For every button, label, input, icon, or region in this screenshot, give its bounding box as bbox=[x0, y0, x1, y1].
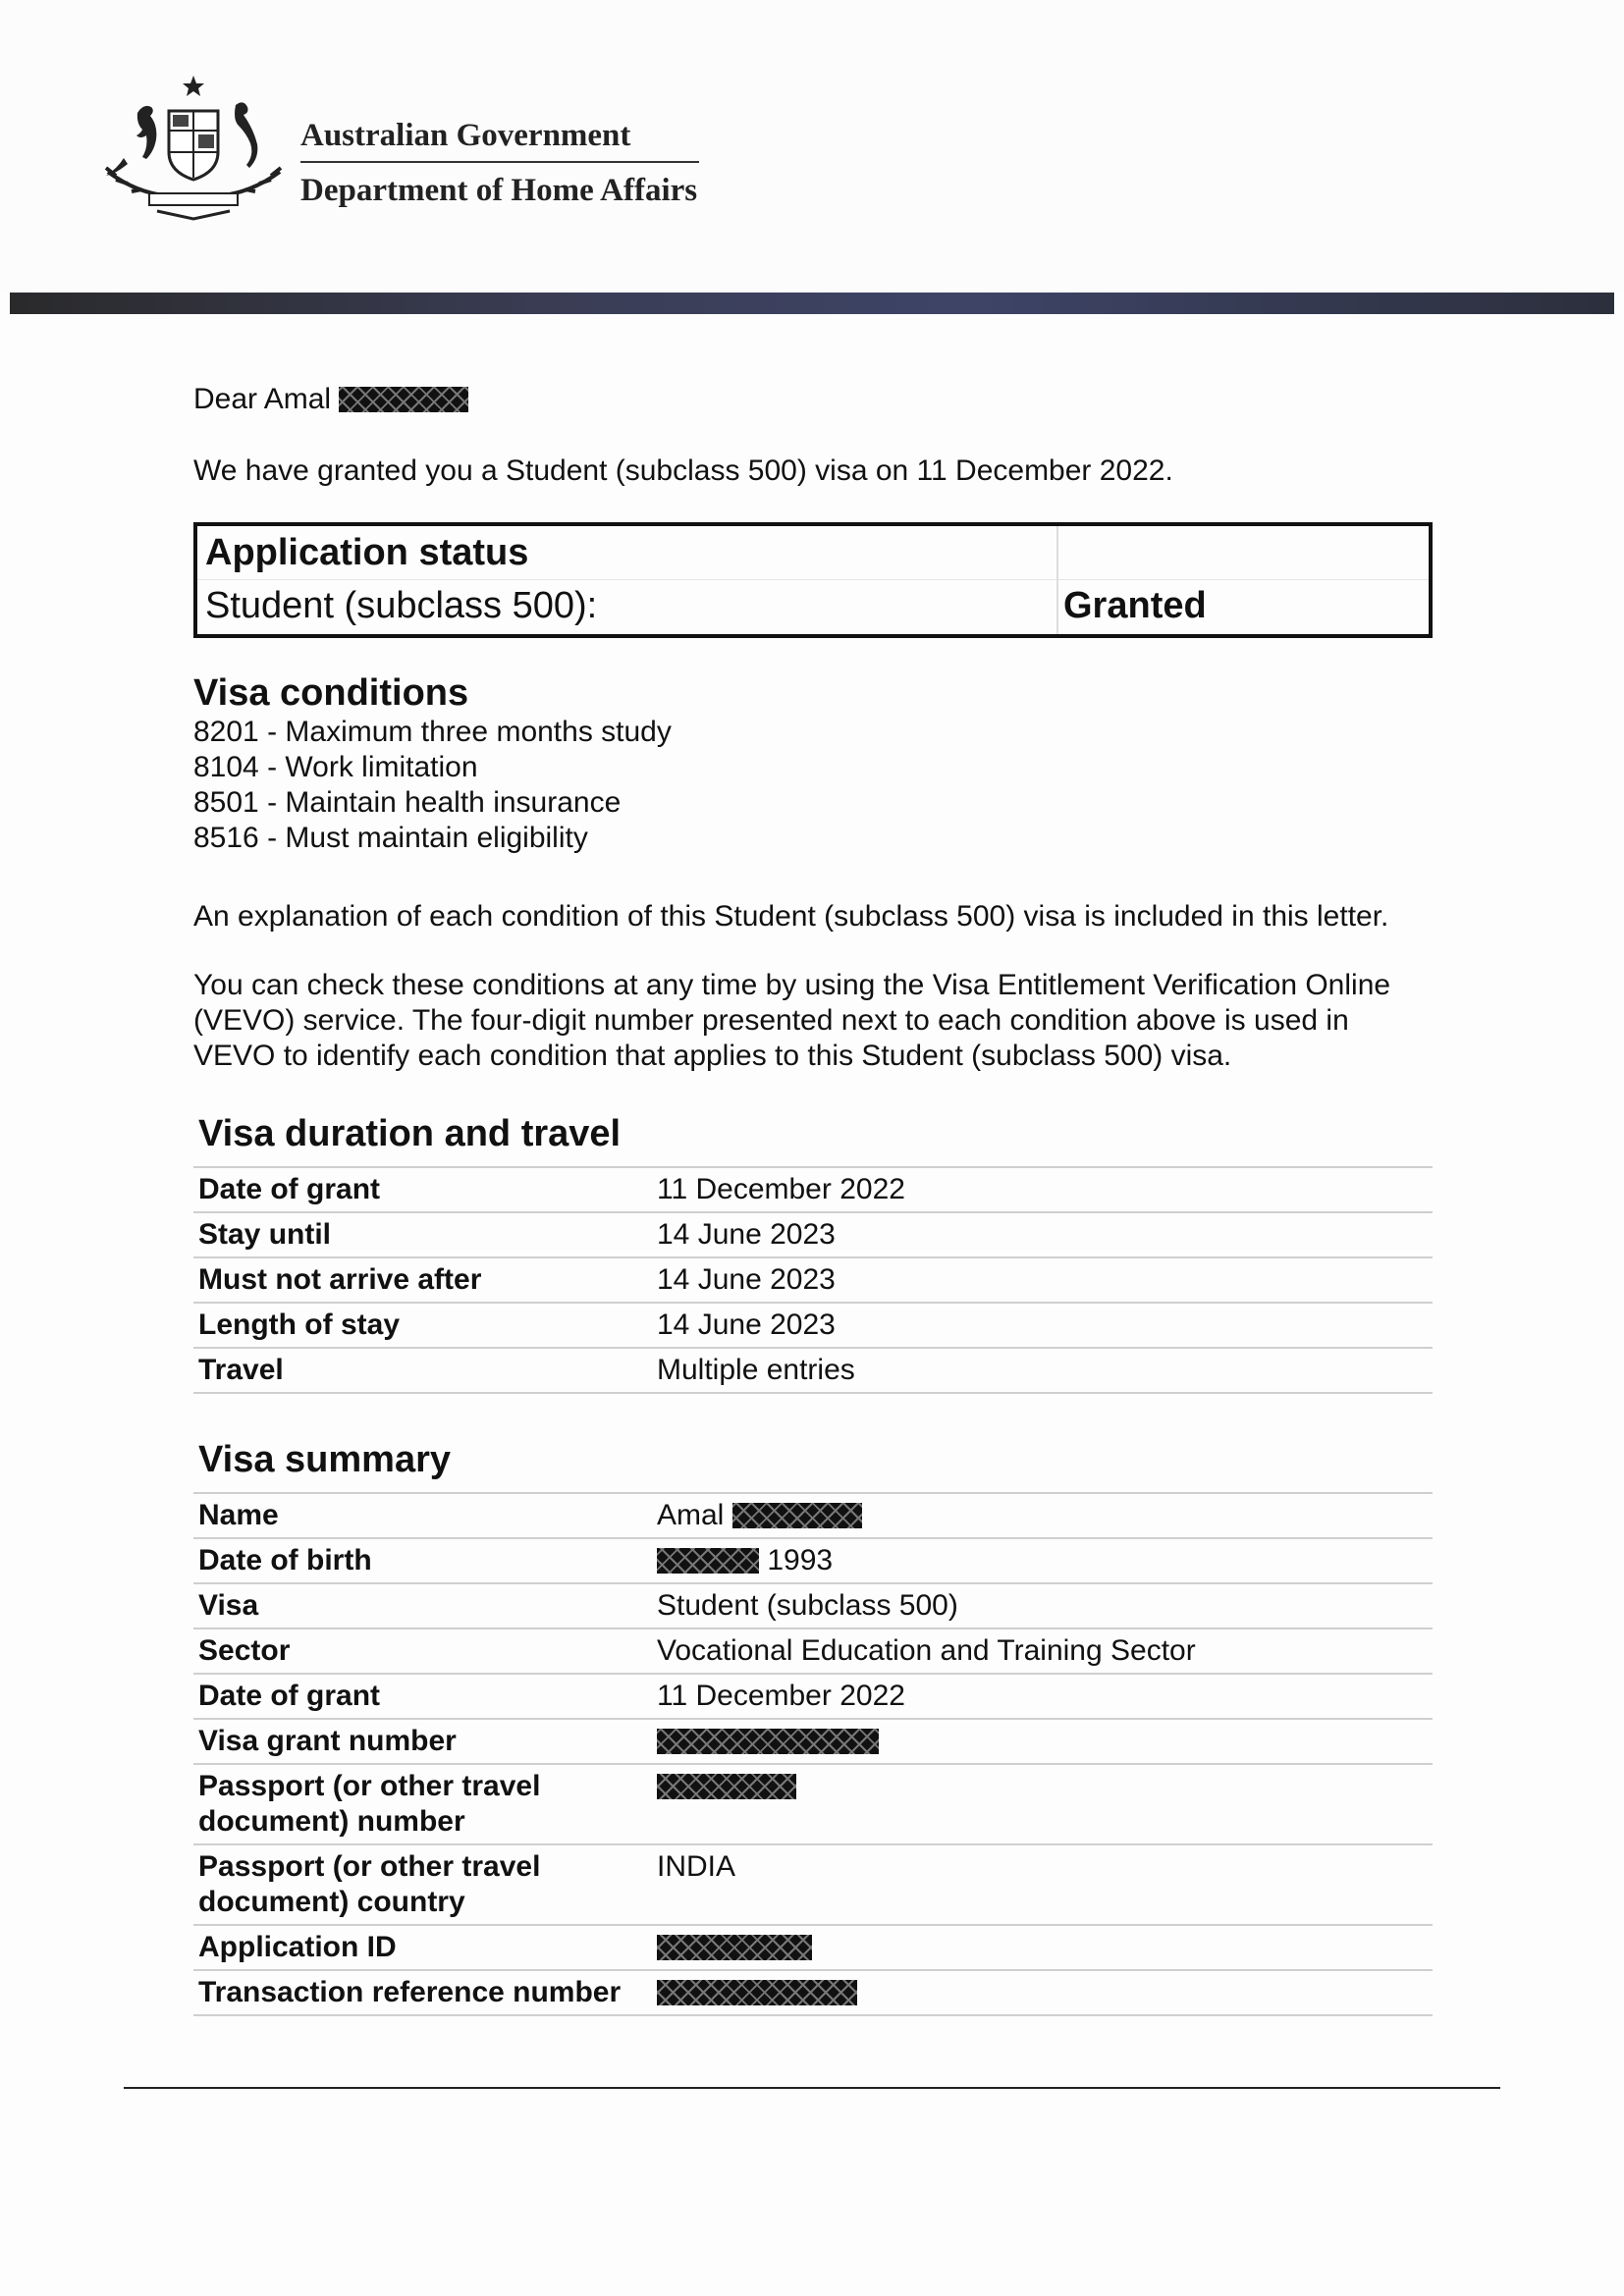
table-row bbox=[193, 1583, 1433, 1629]
header-band bbox=[10, 293, 1614, 314]
vevo-paragraph bbox=[193, 968, 1390, 1074]
status-col-divider bbox=[1056, 526, 1058, 634]
table-row bbox=[193, 1674, 1433, 1719]
row-value: 11 December 2022 bbox=[652, 1167, 1433, 1212]
redacted-surname bbox=[732, 1503, 862, 1528]
row-label: Date of grant bbox=[193, 1167, 652, 1212]
redacted-application-id bbox=[657, 1935, 812, 1960]
table-row bbox=[193, 1212, 1433, 1257]
row-value bbox=[652, 1925, 1433, 1970]
name-value: Amal bbox=[657, 1499, 725, 1531]
table-row bbox=[193, 1538, 1433, 1583]
conditions-explanation: An explanation of each condition of this Student (subclass 500) visa is included in this letter. bbox=[193, 900, 1389, 933]
redacted-passport-number bbox=[657, 1774, 796, 1799]
redacted-grant-number bbox=[657, 1729, 879, 1754]
table-row bbox=[193, 1719, 1433, 1764]
condition-item: 8201 - Maximum three months study bbox=[193, 716, 672, 748]
row-label: Travel bbox=[193, 1348, 652, 1393]
row-value: 14 June 2023 bbox=[652, 1212, 1433, 1257]
row-value: Vocational Education and Training Sector bbox=[652, 1629, 1433, 1674]
row-label: Passport (or other travel document) number bbox=[193, 1764, 652, 1844]
table-row bbox=[193, 1167, 1433, 1212]
table-row bbox=[193, 1257, 1433, 1303]
row-value bbox=[652, 1970, 1433, 2015]
table-row bbox=[193, 1844, 1433, 1925]
table-row bbox=[193, 1970, 1433, 2015]
row-value bbox=[652, 1493, 1433, 1538]
row-label: Sector bbox=[193, 1629, 652, 1674]
application-status-visa: Student (subclass 500): bbox=[205, 585, 598, 626]
summary-title: Visa summary bbox=[198, 1439, 452, 1480]
header-divider bbox=[300, 161, 699, 163]
application-status-title: Application status bbox=[205, 532, 529, 573]
row-label: Stay until bbox=[193, 1212, 652, 1257]
row-label: Visa bbox=[193, 1583, 652, 1629]
summary-table bbox=[193, 1492, 1433, 2016]
row-value: Student (subclass 500) bbox=[652, 1583, 1433, 1629]
status-row-divider bbox=[197, 579, 1429, 580]
salutation bbox=[193, 383, 468, 416]
vevo-line: (VEVO) service. The four-digit number presented next to each condition above is used in bbox=[193, 1004, 1349, 1037]
salutation-text: Dear Amal bbox=[193, 383, 332, 415]
condition-item: 8104 - Work limitation bbox=[193, 751, 478, 783]
row-value bbox=[652, 1719, 1433, 1764]
redacted-birth-date bbox=[657, 1548, 759, 1574]
vevo-line: VEVO to identify each condition that applies to this Student (subclass 500) visa. bbox=[193, 1040, 1232, 1072]
row-label: Must not arrive after bbox=[193, 1257, 652, 1303]
birth-year-value: 1993 bbox=[767, 1544, 834, 1576]
table-row bbox=[193, 1629, 1433, 1674]
table-row bbox=[193, 1493, 1433, 1538]
row-value: Multiple entries bbox=[652, 1348, 1433, 1393]
row-value: 11 December 2022 bbox=[652, 1674, 1433, 1719]
duration-title: Visa duration and travel bbox=[198, 1113, 622, 1154]
row-value bbox=[652, 1764, 1433, 1844]
row-value: 14 June 2023 bbox=[652, 1303, 1433, 1348]
government-name: Australian Government bbox=[300, 118, 631, 153]
table-row bbox=[193, 1764, 1433, 1844]
vevo-line: You can check these conditions at any time by using the Visa Entitlement Verification Online bbox=[193, 969, 1391, 1001]
application-status-box bbox=[193, 522, 1433, 638]
row-label: Visa grant number bbox=[193, 1719, 652, 1764]
department-name: Department of Home Affairs bbox=[300, 173, 698, 208]
table-row bbox=[193, 1348, 1433, 1393]
row-label: Transaction reference number bbox=[193, 1970, 652, 2015]
application-status-value: Granted bbox=[1063, 585, 1207, 626]
letterhead bbox=[0, 0, 1624, 294]
table-row bbox=[193, 1925, 1433, 1970]
condition-item: 8501 - Maintain health insurance bbox=[193, 786, 622, 819]
row-label: Date of birth bbox=[193, 1538, 652, 1583]
row-value: INDIA bbox=[652, 1844, 1433, 1925]
table-row bbox=[193, 1303, 1433, 1348]
condition-item: 8516 - Must maintain eligibility bbox=[193, 822, 588, 854]
row-value bbox=[652, 1538, 1433, 1583]
row-value: 14 June 2023 bbox=[652, 1257, 1433, 1303]
duration-table bbox=[193, 1166, 1433, 1394]
row-label: Date of grant bbox=[193, 1674, 652, 1719]
redacted-surname bbox=[339, 387, 468, 412]
coat-of-arms-logo bbox=[98, 74, 290, 221]
visa-conditions-title: Visa conditions bbox=[193, 672, 469, 714]
redacted-transaction-reference bbox=[657, 1980, 857, 2005]
grant-intro: We have granted you a Student (subclass 500) visa on 11 December 2022. bbox=[193, 454, 1173, 487]
footer-divider bbox=[124, 2087, 1500, 2089]
row-label: Passport (or other travel document) country bbox=[193, 1844, 652, 1925]
row-label: Length of stay bbox=[193, 1303, 652, 1348]
row-label: Name bbox=[193, 1493, 652, 1538]
row-label: Application ID bbox=[193, 1925, 652, 1970]
government-name-block bbox=[300, 116, 699, 210]
visa-conditions-section bbox=[193, 672, 672, 856]
